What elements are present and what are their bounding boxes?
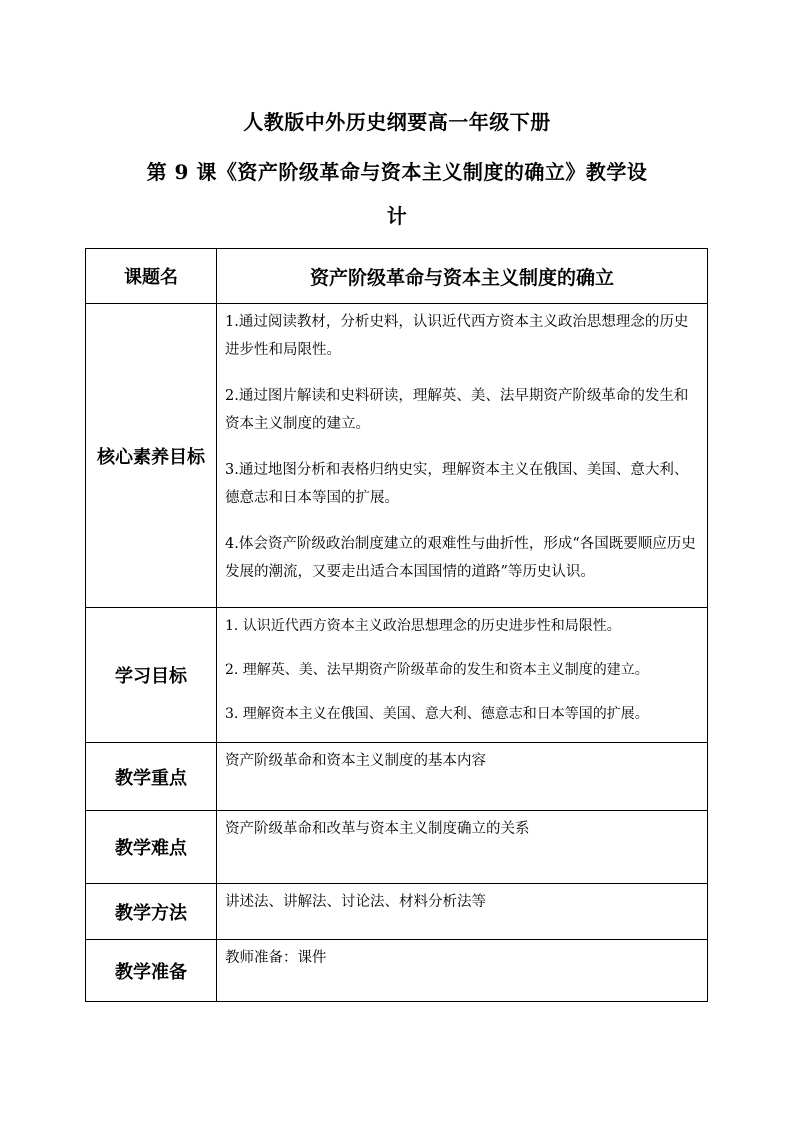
core-goal-item-1: 1.通过阅读教材，分析史料，认识近代西方资本主义政治思想理念的历史进步性和局限性。 xyxy=(225,314,689,358)
table-row-learning-goals xyxy=(86,608,708,743)
learning-goals-content xyxy=(217,608,708,743)
learning-goal-item-2: 2. 理解英、美、法早期资产阶级革命的发生和资本主义制度的建立。 xyxy=(225,662,649,678)
document-title-line-1: 人教版中外历史纲要高一年级下册 xyxy=(243,110,551,134)
methods-label: 教学方法 xyxy=(86,884,217,940)
core-goals-content xyxy=(217,304,708,608)
topic-value: 资产阶级革命与资本主义制度的确立 xyxy=(217,249,708,304)
document-title-line-2: 第 9 课《资产阶级革命与资本主义制度的确立》教学设 xyxy=(146,160,648,184)
table-row-topic xyxy=(86,249,708,304)
core-goal-item-3: 3.通过地图分析和表格归纳史实，理解资本主义在俄国、美国、意大利、德意志和日本等国的扩展。 xyxy=(225,462,689,506)
core-goal-item-2: 2.通过图片解读和史料研读，理解英、美、法早期资产阶级革命的发生和资本主义制度的建立。 xyxy=(225,388,689,432)
difficulties-value: 资产阶级革命和改革与资本主义制度确立的关系 xyxy=(217,811,708,884)
core-goal-item-4: 4.体会资产阶级政治制度建立的艰难性与曲折性，形成“各国既要顺应历史发展的潮流，又要走出适合本国国情的道路”等历史认识。 xyxy=(225,536,696,580)
table-row-key-points xyxy=(86,743,708,811)
preparation-label: 教学准备 xyxy=(86,940,217,1002)
key-points-label: 教学重点 xyxy=(86,743,217,811)
learning-goal-item-1: 1. 认识近代西方资本主义政治思想理念的历史进步性和局限性。 xyxy=(225,618,621,634)
learning-goals-label: 学习目标 xyxy=(86,608,217,743)
preparation-value: 教师准备：课件 xyxy=(217,940,708,1002)
table-row-difficulties xyxy=(86,811,708,884)
key-points-value: 资产阶级革命和资本主义制度的基本内容 xyxy=(217,743,708,811)
core-goals-label: 核心素养目标 xyxy=(86,304,217,608)
table-row-core-goals xyxy=(86,304,708,608)
lesson-plan-table xyxy=(85,248,708,1002)
methods-value: 讲述法、讲解法、讨论法、材料分析法等 xyxy=(217,884,708,940)
table-row-methods xyxy=(86,884,708,940)
topic-label: 课题名 xyxy=(86,249,217,304)
learning-goal-item-3: 3. 理解资本主义在俄国、美国、意大利、德意志和日本等国的扩展。 xyxy=(225,706,649,722)
difficulties-label: 教学难点 xyxy=(86,811,217,884)
table-row-preparation xyxy=(86,940,708,1002)
document-title-line-3: 计 xyxy=(386,204,408,228)
